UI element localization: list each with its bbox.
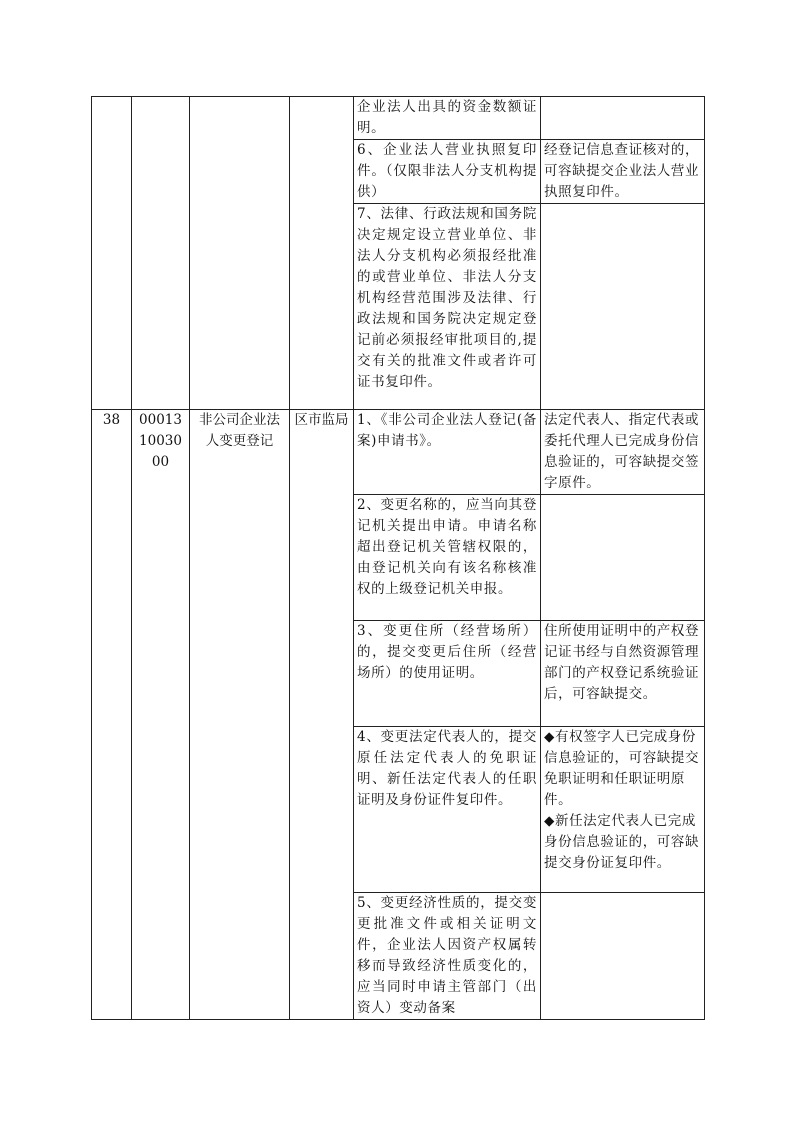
note-cell	[541, 495, 705, 621]
dept-cell-empty	[290, 97, 354, 410]
seq-cell: 38	[92, 410, 132, 1020]
name-cell: 非公司企业法人变更登记	[190, 410, 290, 1020]
requirement-cell: 5、变更经济性质的，提交变更批准文件或相关证明文件，企业法人因资产权属转移而导致经济性质变化的，应当同时申请主管部门（出资人）变动备案	[354, 893, 541, 1020]
requirements-table	[91, 96, 705, 1020]
requirement-cell: 7、法律、行政法规和国务院决定规定设立营业单位、非法人分支机构必须报经批准的或营业单位、非法人分支机构经营范围涉及法律、行政法规和国务院决定规定登记前必须报经审批项目的,提交有关的批准文件或者许可证书复印件。	[354, 204, 541, 410]
requirement-cell: 企业法人出具的资金数额证明。	[354, 97, 541, 140]
note-cell: 住所使用证明中的产权登记证书经与自然资源管理部门的产权登记系统验证后，可容缺提交。	[541, 621, 705, 727]
requirement-cell: 6、企业法人营业执照复印件。（仅限非法人分支机构提供）	[354, 140, 541, 204]
note-cell	[541, 204, 705, 410]
note-cell: 法定代表人、指定代表或委托代理人已完成身份信息验证的，可容缺提交签字原件。	[541, 410, 705, 495]
seq-cell-empty	[92, 97, 132, 410]
name-cell-empty	[190, 97, 290, 410]
note-bullet: ◆新任法定代表人已完成身份信息验证的，可容缺提交身份证复印件。	[544, 813, 700, 871]
note-cell: 经登记信息查证核对的，可容缺提交企业法人营业执照复印件。	[541, 140, 705, 204]
note-cell	[541, 893, 705, 1020]
table-row	[92, 97, 705, 140]
code-cell: 000131003000	[132, 410, 190, 1020]
requirement-cell: 3、变更住所（经营场所）的，提交变更后住所（经营场所）的使用证明。	[354, 621, 541, 727]
note-bullet: ◆有权签字人已完成身份信息验证的，可容缺提交免职证明和任职证明原件。	[544, 729, 700, 808]
note-cell	[541, 727, 705, 893]
dept-cell: 区市监局	[290, 410, 354, 1020]
requirement-cell: 4、变更法定代表人的，提交原任法定代表人的免职证明、新任法定代表人的任职证明及身份证件复印件。	[354, 727, 541, 893]
requirement-cell: 2、变更名称的，应当向其登记机关提出申请。申请名称超出登记机关管辖权限的，由登记机关向有该名称核准权的上级登记机关申报。	[354, 495, 541, 621]
table-row	[92, 410, 705, 495]
note-cell	[541, 97, 705, 140]
requirement-cell: 1、《非公司企业法人登记(备案)申请书》。	[354, 410, 541, 495]
code-cell-empty	[132, 97, 190, 410]
